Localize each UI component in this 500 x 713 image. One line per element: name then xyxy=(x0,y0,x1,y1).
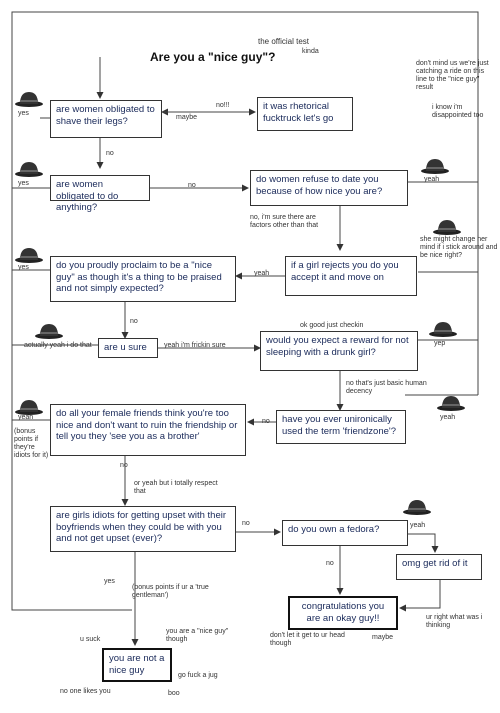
label-yeah: yeah xyxy=(424,176,440,183)
label-bonus-gentleman: (bonus points if ur a 'true gentleman') xyxy=(132,584,209,599)
node-girls-idiots: are girls idiots for getting upset with their boyfriends when they could be with you and not get upset (ever)? xyxy=(50,506,236,552)
label-no: no xyxy=(120,462,128,469)
node-do-anything: are women obligated to do anything? xyxy=(50,175,150,201)
label-head-though: don't let it get to ur head though xyxy=(270,632,345,647)
page-title: Are you a "nice guy"? xyxy=(150,50,276,64)
fedora-icon xyxy=(14,88,44,108)
label-u-suck: u suck xyxy=(80,636,101,643)
label-yep: yep xyxy=(434,340,446,347)
fedora-icon xyxy=(14,244,44,264)
node-shave-legs: are women obligated to shave their legs? xyxy=(50,100,162,138)
kinda-label: kinda xyxy=(302,48,319,55)
fedora-icon xyxy=(402,496,432,516)
fedora-icon xyxy=(14,396,44,416)
label-checkin: ok good just checkin xyxy=(300,322,364,329)
label-yes: yes xyxy=(18,264,29,271)
label-boo: boo xyxy=(168,690,180,697)
label-no: no xyxy=(106,150,114,157)
label-ur-right: ur right what was i thinking xyxy=(426,614,483,629)
label-yes: yes xyxy=(18,180,29,187)
node-reward: would you expect a reward for not sleeping with a drunk girl? xyxy=(260,331,418,371)
node-own-fedora: do you own a fedora? xyxy=(282,520,408,546)
label-factors: no, i'm sure there are factors other than that xyxy=(250,214,319,229)
label-no: no!!! xyxy=(216,102,230,109)
label-no: no xyxy=(242,520,250,527)
node-are-u-sure: are u sure xyxy=(98,338,158,358)
node-not-nice-guy: you are not a nice guy xyxy=(102,648,172,682)
node-female-friends: do all your female friends think you're too nice and don't want to ruin the friendship or tell you they 'see you as a brother' xyxy=(50,404,246,456)
label-yeah: yeah xyxy=(254,270,270,277)
node-rhetorical: it was rhetorical fucktruck let's go xyxy=(257,97,353,131)
label-change-mind: she might change her mind if i stick around and be nice right? xyxy=(420,236,498,259)
label-fricking-sure: yeah i'm frickin sure xyxy=(164,342,226,349)
label-yes: yes xyxy=(18,110,29,117)
node-rejects: if a girl rejects you do you accept it and move on xyxy=(285,256,417,296)
label-no: no xyxy=(130,318,138,325)
label-totally-respect: or yeah but i totally respect that xyxy=(134,480,218,495)
fedora-icon xyxy=(428,318,458,338)
node-friendzone: have you ever unironically used the term 'friendzone'? xyxy=(276,410,406,444)
label-maybe: maybe xyxy=(176,114,198,121)
node-get-rid: omg get rid of it xyxy=(396,554,482,580)
fedora-icon xyxy=(34,320,64,340)
label-decency: no that's just basic human decency xyxy=(346,380,427,395)
label-nice-guy-though: you are a "nice guy" though xyxy=(166,628,229,643)
label-maybe: maybe xyxy=(372,634,394,641)
node-proclaim: do you proudly proclaim to be a "nice guy" as though it's a thing to be praised and not simply expected? xyxy=(50,256,236,302)
fedora-icon xyxy=(436,392,466,412)
label-yeah: yeah xyxy=(410,522,426,529)
fedora-icon xyxy=(420,155,450,175)
label-no: no xyxy=(188,182,196,189)
node-refuse-to-date: do women refuse to date you because of how nice you are? xyxy=(250,170,408,206)
label-yeah: yeah xyxy=(18,414,34,421)
label-bonus-idiots: (bonus points if they're idiots for it) xyxy=(14,428,49,459)
label-yeah: yeah xyxy=(440,414,456,421)
fedora-icon xyxy=(14,158,44,178)
node-okay-guy: congratulations you are an okay guy!! xyxy=(288,596,398,630)
label-no-one-likes: no one likes you xyxy=(60,688,111,695)
label-no: no xyxy=(326,560,334,567)
label-yes: yes xyxy=(104,578,115,585)
label-go-jug: go fuck a jug xyxy=(178,672,218,679)
side-note: don't mind us we're just catching a ride on this line to the "nice guy" result xyxy=(416,60,489,91)
official-test-label: the official test xyxy=(258,37,309,46)
label-no: no xyxy=(262,418,270,425)
fedora-icon xyxy=(432,216,462,236)
disappointed-note: i know i'm disappointed too xyxy=(432,104,484,119)
label-actually: actually yeah i do that xyxy=(24,342,92,349)
